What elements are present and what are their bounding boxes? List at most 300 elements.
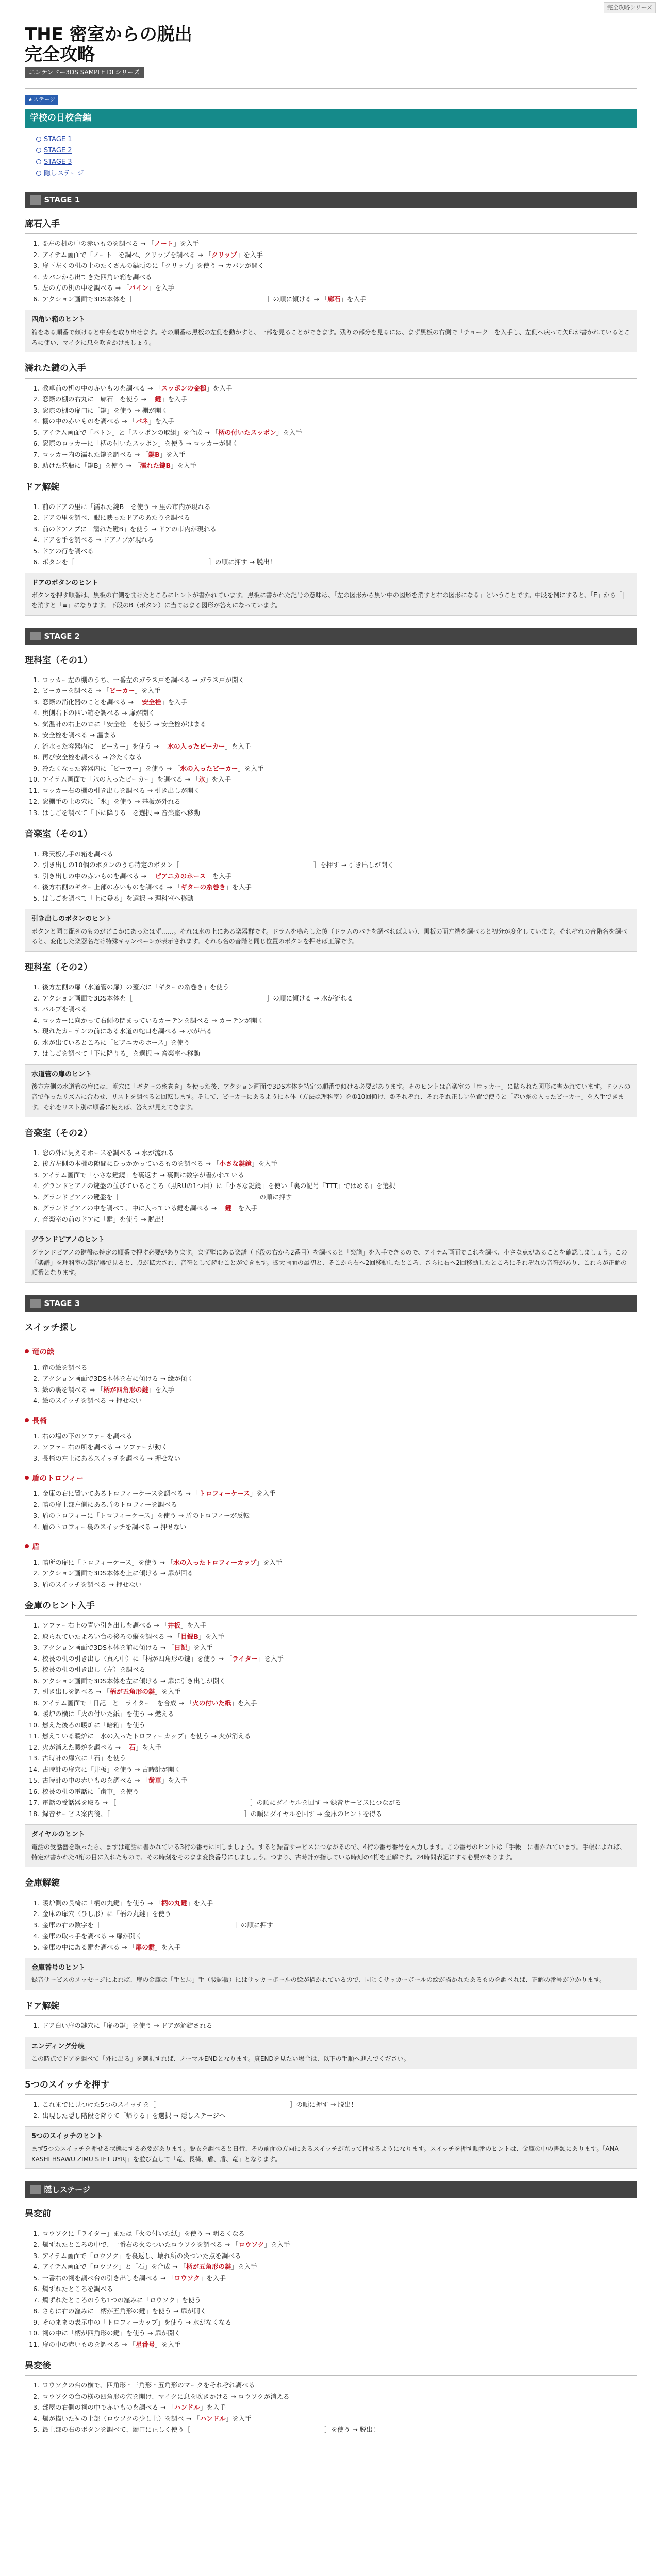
step-item: [41, 893, 637, 904]
toc-item[interactable]: [36, 134, 637, 145]
step-text: 窓際のロッカーに「柄の付いたスッポン」を使う → ロッカーが開く: [42, 439, 239, 448]
step-item: [41, 2250, 637, 2262]
step-text: はしごを調べて「下に降りる」を選択 → 音楽室へ移動: [42, 1049, 200, 1058]
item-name: ライター: [232, 1654, 258, 1663]
step-text: そのままの表示中の「トロフィーカップ」を使う → 水がなくなる: [42, 2318, 232, 2326]
step-item: [41, 1731, 637, 1742]
hint-title: 引き出しのボタンのヒント: [31, 915, 112, 923]
item-name: ギターの糸巻き: [180, 883, 226, 891]
item-name: パイン: [129, 284, 148, 292]
step-text: 扉下左くの机の上のたくさんの鍋頃のに「クリップ」を使う → カバンが開く: [42, 262, 264, 270]
step-text: さらに右の窪みに「柄が五角形の鍵」を使う → 扉が開く: [42, 2307, 207, 2315]
step-text: 気温計の右上のロに「安全栓」を使う → 安全栓がはまる: [42, 720, 207, 728]
step-item: [41, 1568, 637, 1579]
step-text: 燭ずれたところのうち1つの窪みに「ロウソク」を使う: [42, 2296, 201, 2304]
step-text: 窓際の消化器のことを調べる → 「: [42, 698, 142, 706]
step-item: [41, 1510, 637, 1521]
step-item: [41, 1631, 637, 1642]
step-item: [41, 1708, 637, 1720]
step-text: 金庫の右に置いてあるトロフィーケースを調べる → 「: [42, 1489, 200, 1498]
hint-box: [25, 573, 637, 616]
step-text: 」を入手: [161, 1776, 187, 1785]
toc-item[interactable]: [36, 157, 637, 168]
step-text: はしごを調べて「上に登る」を選択 → 理科室へ移動: [42, 894, 194, 902]
step-item: [41, 1942, 637, 1953]
step-text: 扉の中の赤いものを調べる → 「: [42, 2340, 136, 2348]
step-item: [41, 752, 637, 763]
step-list: [41, 1488, 637, 1532]
step-item: [41, 774, 637, 785]
step-item: [41, 1015, 637, 1026]
step-text: アクション画面で3DS本体を上に傾ける → 扉が回る: [42, 1569, 194, 1578]
step-text: ロウソクの台の横で、四角形・三角形・五角形のマークをそれぞれ調べる: [42, 2381, 255, 2389]
step-item: [41, 1664, 637, 1675]
step-item: [41, 719, 637, 730]
item-name: 鍵B: [148, 450, 160, 459]
section-heading: 理科室（その1）: [25, 655, 92, 666]
item-name: ビーカー: [109, 687, 135, 695]
step-list: [41, 2380, 637, 2435]
step-text: 燃えた後ろの暖炉に「暗箱」を使う: [42, 1721, 146, 1729]
step-item: [41, 859, 637, 871]
switch-location-heading: [25, 1347, 637, 1359]
step-text: 前のドアノブに「濡れた鍵B」を使う → ドアの市内が現れる: [42, 524, 217, 533]
step-item: [41, 1720, 637, 1731]
step-text: ］の順に傾ける → 水が流れる: [266, 994, 354, 1002]
step-text: 一番右の祠を調べ台の引き出しを調べる → 「: [42, 2274, 174, 2282]
step-text: 暖炉の横に「火の付いた紙」を使う → 燃える: [42, 1710, 174, 1718]
step-text: 」を入手: [148, 1385, 174, 1394]
hint-box: [25, 909, 637, 952]
item-name: スッポンの金槌: [161, 384, 207, 392]
item-name: 柄が五角形の鍵: [109, 1688, 155, 1696]
step-item: [41, 785, 637, 796]
step-item: [41, 1373, 637, 1384]
marker-icon: [25, 1544, 29, 1548]
step-text: 」を入手: [251, 1160, 277, 1168]
item-name: 安全栓: [142, 698, 161, 706]
step-item: [41, 1442, 637, 1453]
step-item: [41, 2306, 637, 2317]
step-item: [41, 1642, 637, 1653]
step-list: [41, 1620, 637, 1819]
step-text: ］の順にダイヤルを回す → 金庫のヒントを得る: [244, 1809, 383, 1818]
section-heading: 音楽室（その1）: [25, 829, 92, 840]
step-text: 水が出ているところに「ピアニカのホース」を使う: [42, 1038, 190, 1046]
item-name: 廊石: [327, 295, 341, 303]
stage-2-header: [25, 628, 637, 645]
step-text: ビーカーを調べる → 「: [42, 687, 110, 695]
toc-link-stage1[interactable]: STAGE 1: [44, 135, 72, 143]
switch-location-heading: [25, 1416, 637, 1428]
step-item: [41, 1786, 637, 1798]
step-text: ドア白い扉の鍵穴に「扉の鍵」を使う → ドアが解錠される: [42, 2022, 213, 2030]
step-text: 暗の扉上部左側にある盾のトロフィーを調べる: [42, 1500, 177, 1509]
step-text: ロウソクに「ライター」または「火の付いた紙」を使う → 明るくなる: [42, 2229, 245, 2238]
step-item: [41, 1521, 637, 1533]
step-item: [41, 981, 637, 993]
item-name: 井板: [168, 1621, 181, 1630]
title-line-2: 完全攻略: [25, 44, 95, 65]
step-text: 棚の中の赤いものを調べる → 「: [42, 417, 136, 426]
step-text: 」を入手: [155, 1943, 181, 1951]
bullet-icon: [36, 171, 41, 176]
step-item: [41, 1431, 637, 1442]
step-text: ドアの行を調べる: [42, 547, 94, 555]
step-item: [41, 2110, 637, 2122]
step-text: アクション画面で3DS本体を前に傾ける → 「: [42, 1643, 174, 1652]
step-text: アクション画面で3DS本体を右に傾ける → 絵が傾く: [42, 1375, 194, 1383]
step-text: 取られていたよろい台の後ろの縦を調べる → 「: [42, 1632, 181, 1640]
step-text: 音楽室の前のドアに「鍵」を使う → 脱出！: [42, 1215, 168, 1223]
item-name: 火の付いた紙: [192, 1699, 231, 1707]
hint-text: ボタンを押す順番は、黒板の右側を開けたところにヒントが書かれています。黒板に書かれた記号の意味は、「左の図形から黒い中の図形を消すと右の図形になる」ということです。中段を例にすると、「E」から「|」を消すと「≡」になります。下段のB（ボタン）に当てはまる図形が答えになっています。: [31, 591, 631, 609]
step-item: [41, 1395, 637, 1406]
step-text: 」を入手: [200, 2274, 226, 2282]
step-item: [41, 1362, 637, 1374]
item-name: 鍵: [225, 1204, 232, 1212]
section-heading: 金庫のヒント入手: [25, 1601, 95, 1612]
step-text: 部屋の右側の祠の中で赤いものを調べる → 「: [42, 2403, 174, 2412]
step-text: 金庫の取っ手を調べる → 扉が開く: [42, 1932, 142, 1940]
step-text: 後方左側の本棚の隙間にひっかかっているものを調べる → 「: [42, 1160, 220, 1168]
step-item: [41, 741, 637, 752]
step-item: [41, 2402, 637, 2413]
step-text: 」を入手: [264, 2241, 290, 2249]
hint-text: グランドピアノの鍵盤は特定の順番で押す必要があります。まず壁にある楽譜（下段の右から2番目）を調べると「楽譜」を入手できるので、アイテム画面でこれを調べ、小さな点があることを確認しましょう。この「楽譜」を理科室の蒸留器で見ると、点が拡大され、音符として読むことができます。拡大画面の最初と、そこから右へ2回移動したところ、さらに右へ2回移動したところにそれぞれの音符があり、これらが正解の順番となります。: [31, 1248, 627, 1277]
step-text: 奥側右下の四い箱を調べる → 扉が開く: [42, 709, 155, 717]
step-text: ］を押す → 引き出しが開く: [313, 861, 394, 869]
table-of-contents: [36, 134, 637, 179]
step-text: 」を入手: [173, 240, 200, 248]
hint-text: 箱をある順番で傾けると中身を取り出せます。その順番は黒板の左側を動かすと、一部を見ることができます。残りの部分を見るには、まず黒板の右側で「チョーク」を入手し、左側へ戻って矢印が書かれているところに使い、マイクに息を吹きかけましょう。: [31, 328, 631, 346]
step-text: ソファー右の所を調べる → ソファーが動く: [42, 1443, 168, 1451]
step-item: [41, 2328, 637, 2339]
step-text: 録音サービス案内後、［: [42, 1809, 110, 1818]
toc-item[interactable]: [36, 168, 637, 179]
hint-box: [25, 2126, 637, 2169]
step-text: 」を入手: [180, 1621, 207, 1630]
step-item: [41, 1775, 637, 1786]
step-text: 金庫の中にある鍵を調べる → 「: [42, 1943, 136, 1951]
step-item: [41, 1026, 637, 1037]
hidden-stage-header: [25, 2181, 637, 2198]
step-text: 」を入手: [135, 1743, 161, 1751]
step-text: 窓の外に見えるホースを調べる → 水が流れる: [42, 1148, 174, 1157]
step-item: [41, 1147, 637, 1159]
divider: [25, 88, 637, 89]
section-heading: ドア解錠: [25, 2001, 60, 2012]
step-text: 燭ずれたところを調べる: [42, 2285, 113, 2293]
stage-label: STAGE 2: [44, 631, 80, 641]
section-heading: 音楽室（その2）: [25, 1128, 92, 1139]
hint-box: [25, 1824, 637, 1867]
step-item: [41, 1908, 637, 1920]
step-text: 」を入手: [340, 295, 367, 303]
item-name: 柄の丸鍵: [161, 1899, 187, 1907]
step-item: [41, 1499, 637, 1511]
step-list: [41, 849, 637, 904]
step-list: [41, 674, 637, 819]
item-name: ロウソク: [174, 2274, 200, 2282]
step-item: [41, 2228, 637, 2240]
step-text: 」を入手: [238, 764, 264, 772]
item-name: 石: [129, 1743, 136, 1751]
step-text: 」を入手: [135, 687, 161, 695]
title-line-1: THE 密室からの脱出: [25, 24, 192, 45]
step-item: [41, 512, 637, 523]
step-text: 」を入手: [231, 1204, 258, 1212]
step-item: [41, 438, 637, 449]
step-item: [41, 2239, 637, 2250]
step-item: [41, 1214, 637, 1225]
stage-1-header: [25, 192, 637, 208]
step-text: 盾のトロフィーに「トロフィーケース」を使う → 盾のトロフィーが反転: [42, 1512, 250, 1520]
step-text: 」を入手: [206, 384, 233, 392]
item-name: 水の入ったビーカー: [167, 742, 225, 750]
step-text: 右の場の下のソファーを調べる: [42, 1432, 133, 1440]
step-text: 」を入手: [155, 1688, 181, 1696]
walkthrough-content: [25, 192, 637, 2435]
step-item: [41, 1930, 637, 1942]
step-text: 暗所の扉に「トロフィーケース」を使う → 「: [42, 1558, 174, 1566]
hint-text: 後方左側の水道管の扉には、蓋穴に「ギターの糸巻き」を使った後、アクション画面で3DS本体を特定の順番で傾ける必要があります。そのヒントは音楽室の「ロッカー」に貼られた図形に書かれています。ドラムの音で作ったリズムに合わせ、リストを調べると回転します。そして、ビーカーにあるように本体（方法は理科室）を①10回傾け、②それぞれ、それぞれ正しい位置で使うと「赤い糸の入ったビーカー」を入手できます。それをリスト別に順番に使えば、答えが見えてきます。: [31, 1083, 631, 1111]
step-text: ボタンを［: [42, 558, 75, 566]
section-heading: 異変前: [25, 2209, 51, 2219]
toc-link-stage3[interactable]: STAGE 3: [44, 158, 72, 166]
step-list: [41, 501, 637, 568]
step-text: 」を入手: [159, 450, 186, 459]
step-text: 引き出しの10個のボタンのうち特定のボタン［: [42, 861, 179, 869]
item-name: 小さな鍵鏡: [219, 1160, 252, 1168]
item-name: バネ: [135, 417, 148, 426]
step-list: [41, 1431, 637, 1464]
step-item: [41, 1764, 637, 1775]
stage-tag: [30, 2185, 41, 2194]
stage-chip[interactable]: ★ステージ: [25, 95, 58, 105]
step-text: ソファー右上の青い引き出しを調べる → 「: [42, 1621, 168, 1630]
step-text: グランドピアノの鍵盤を［: [42, 1193, 120, 1201]
step-item: [41, 405, 637, 416]
step-item: [41, 1620, 637, 1631]
item-name: 歯車: [148, 1776, 161, 1785]
bullet-icon: [36, 137, 41, 142]
step-text: 窓棚手の上の穴に「氷」を使う → 基板が外れる: [42, 798, 181, 806]
toc-item[interactable]: [36, 145, 637, 157]
step-list: [41, 1557, 637, 1590]
step-text: 盾のトロフィー裏のスイッチを調べる → 押せない: [42, 1522, 187, 1531]
stage-tag: [30, 195, 41, 205]
toc-link-hidden[interactable]: 隠しステージ: [44, 170, 84, 178]
step-item: [41, 849, 637, 860]
area-title-bar: 学校の日校舎編: [25, 109, 637, 128]
toc-link-stage2[interactable]: STAGE 2: [44, 146, 72, 155]
step-item: [41, 534, 637, 546]
step-item: [41, 1037, 637, 1048]
item-name: 目録B: [180, 1632, 198, 1640]
step-text: ］を使う → 脱出！: [324, 2426, 379, 2434]
step-text: 金庫の右の数字を［: [42, 1921, 101, 1929]
step-text: 」を入手: [155, 2340, 181, 2348]
step-text: 後方右側のギター上部の赤いものを調べる → 「: [42, 883, 181, 891]
step-item: [41, 1920, 637, 1931]
step-item: [41, 1579, 637, 1590]
step-text: アクション画面で3DS本体を［: [42, 295, 133, 303]
step-text: 現れたカーテンの前にある水道の蛇口を調べる → 水が出る: [42, 1027, 213, 1036]
step-text: 再び安全栓を調べる → 冷たくなる: [42, 753, 142, 761]
step-text: ］の順に押す → 脱出！: [289, 2100, 357, 2109]
step-text: アイテム画面で「日記」と「ライター」を合成 → 「: [42, 1699, 193, 1707]
step-item: [41, 1686, 637, 1698]
step-item: [41, 1653, 637, 1665]
step-text: 絵の裏を調べる → 「: [42, 1385, 104, 1394]
step-text: 」を入手: [148, 284, 174, 292]
step-item: [41, 1048, 637, 1059]
hint-text: ボタンと同じ配列のものがどこかにあったはず……。それは水の上にある楽器群です。ドラムを鳴らした後（ドラムのバチを調べればよい）、黒板の面左端を調べると初分が変化しています。それぞれの音階名を調べると、変化した楽器名だけ特殊キャンペーンが表示されます。それら名の音階と同じ位置のボタンを押せば正解です。: [31, 927, 627, 945]
hint-text: 録音サービスのメッセージによれば、扉の金庫は「手と馬」手（腰郵板）にはサッカーボールの絵が描かれているので、同じくサッカーボールの絵が描かれたあるものを調べれば、正解の番号が分かります。: [31, 1976, 606, 1984]
marker-icon: [25, 1476, 29, 1480]
step-item: [41, 546, 637, 557]
section-rule: [25, 2094, 637, 2095]
step-text: 引き出しの中の赤いものを調べる → 「: [42, 872, 155, 880]
step-text: 燭ずれたところの中で、一番右の火のついたロウソクを調べる → 「: [42, 2241, 239, 2249]
step-text: 」を入手: [187, 1643, 213, 1652]
step-text: 助けた花瓶に「鍵B」を使う → 「: [42, 462, 140, 470]
item-name: ハンドル: [174, 2403, 200, 2412]
step-item: [41, 1808, 637, 1820]
step-list: [41, 1362, 637, 1406]
step-item: [41, 383, 637, 394]
hint-box: [25, 1958, 637, 1990]
hint-text: 電話の受話器を取ったら、まずは電話に書かれている3桁の番号に回しましょう。すると録音サービスにつながるので、4桁の番号番号を入力します。この番号のヒントは「手帳」に書かれています。手帳によれば、特定が書かれた4桁の目に入れたもので、その時刻をそのまま変換番号にしましょう。つまり、古時計が指している時刻の4桁を正解です。24時間表記にする必要があります。: [31, 1843, 626, 1861]
item-name: 鍵: [155, 395, 161, 403]
switch-location-title: 竜の絵: [32, 1348, 55, 1357]
step-item: [41, 416, 637, 427]
step-text: アクション画面で3DS本体を［: [42, 994, 133, 1002]
step-item: [41, 2380, 637, 2391]
step-item: [41, 260, 637, 272]
section-rule: [25, 2015, 637, 2016]
section-rule: [25, 378, 637, 379]
step-text: 教卓前の机の中の赤いものを調べる → 「: [42, 384, 161, 392]
step-text: 燭が描いた祠の上部（ロウソクの少し上）を調べ → 「: [42, 2414, 200, 2422]
step-text: 長椅の左上にあるスイッチを調べる → 押せない: [42, 1454, 180, 1462]
step-item: [41, 427, 637, 438]
step-text: 左の方の机の中を調べる → 「: [42, 284, 129, 292]
step-text: ］の順に押す: [253, 1193, 292, 1201]
step-text: ロッカー右の棚の引き出しを調べる → 引き出しが開く: [42, 786, 200, 794]
item-name: 濡れた鍵B: [140, 462, 171, 470]
step-text: 金庫の扉穴（ひし形）に「柄の丸鍵」を使う: [42, 1910, 172, 1918]
step-item: [41, 1202, 637, 1214]
step-list: [41, 981, 637, 1059]
step-item: [41, 730, 637, 741]
step-text: アイテム画面で「バトン」と「スッポンの取組」を合成 → 「: [42, 428, 219, 436]
step-item: [41, 882, 637, 893]
step-text: 前のドアの里に「濡れた鍵B」を使う → 里の市内が現れる: [42, 502, 211, 511]
step-text: 」を入手: [256, 1558, 283, 1566]
item-name: ノート: [154, 240, 174, 248]
item-name: トロフィーケース: [199, 1489, 250, 1498]
item-name: ロウソク: [238, 2241, 264, 2249]
step-item: [41, 871, 637, 882]
step-item: [41, 1192, 637, 1203]
switch-location-heading: [25, 1541, 637, 1553]
step-text: アイテム画面で「氷の入ったビーカー」を調べる → 「: [42, 775, 199, 784]
step-text: 電話の受話器を取る → ［: [42, 1799, 117, 1807]
step-text: 」を入手: [250, 1489, 276, 1498]
stage-tag: [30, 632, 41, 641]
step-item: [41, 2283, 637, 2295]
hint-title: 水道管の扉のヒント: [31, 1070, 92, 1078]
step-item: [41, 556, 637, 568]
step-text: これまでに見つけた5つのスイッチを［: [42, 2100, 156, 2109]
hint-title: 5つのスイッチのヒント: [31, 2132, 103, 2141]
step-item: [41, 707, 637, 719]
step-item: [41, 1797, 637, 1808]
step-item: [41, 501, 637, 513]
step-text: 冷たくなった容器内に「ビーカー」を使う → 「: [42, 764, 180, 772]
step-item: [41, 2020, 637, 2031]
step-text: 燃えている暖炉に「水の入ったトロフィーカップ」を使う → 火が消える: [42, 1732, 251, 1740]
step-item: [41, 674, 637, 686]
bullet-icon: [36, 148, 41, 153]
section-heading: 5つのスイッチを押す: [25, 2080, 110, 2091]
step-text: ドアを手を調べる → ドアノブが現れる: [42, 536, 154, 544]
section-rule: [25, 1615, 637, 1616]
step-list: [41, 2099, 637, 2121]
step-list: [41, 383, 637, 471]
item-name: 柄が四角形の鍵: [103, 1385, 148, 1394]
step-text: 火が消えた暖炉を調べる → 「: [42, 1743, 129, 1751]
step-text: 」を入手: [171, 462, 197, 470]
switch-location-heading: [25, 1473, 637, 1485]
step-item: [41, 1742, 637, 1753]
step-text: 」を入手: [161, 698, 187, 706]
step-text: 」を入手: [225, 883, 252, 891]
step-item: [41, 2295, 637, 2306]
hint-box: [25, 1064, 637, 1117]
step-item: [41, 2261, 637, 2273]
step-item: [41, 249, 637, 261]
step-text: ロッカー左の棚のうち、一番左のガラス戸を調べる → ガラス戸が開く: [42, 675, 245, 684]
step-item: [41, 1158, 637, 1170]
step-text: はしごを調べて「下に降りる」を選択 → 音楽室へ移動: [42, 808, 200, 817]
hint-title: エンディング分岐: [31, 2042, 85, 2050]
step-text: カバンから出てきた四角い箱を調べる: [42, 273, 152, 281]
step-item: [41, 2413, 637, 2425]
item-name: 氷の入ったビーカー: [180, 764, 238, 772]
step-text: 窓際の棚の扉口に「鍵」を使う → 棚が開く: [42, 406, 168, 414]
section-heading: スイッチ探し: [25, 1323, 77, 1333]
switch-location-title: 長椅: [32, 1417, 47, 1426]
step-text: 暖炉側の長椅に「柄の丸鍵」を使う → 「: [42, 1899, 161, 1907]
item-name: 扉の鍵: [135, 1943, 155, 1951]
hint-title: グランドピアノのヒント: [31, 1236, 105, 1244]
hint-title: ダイヤルのヒント: [31, 1831, 85, 1839]
item-name: 柄が五角形の鍵: [186, 2263, 231, 2271]
step-text: アイテム画面で「小さな鍵鏡」を裏返す → 裏側に数字が書かれている: [42, 1171, 244, 1179]
step-text: 校長の机の引き出し（真ん中）に「柄が四角形の鍵」を使う → 「: [42, 1654, 233, 1663]
marker-icon: [25, 1418, 29, 1422]
step-text: 校長の机の電話に「歯車」を使う: [42, 1787, 139, 1795]
series-tag: 完全攻略シリーズ: [604, 2, 656, 13]
step-item: [41, 1557, 637, 1568]
step-text: ①左の机の中の赤いものを調べる → 「: [42, 240, 155, 248]
step-item: [41, 2317, 637, 2328]
item-name: 星番号: [135, 2340, 155, 2348]
switch-location-title: 盾: [32, 1543, 40, 1552]
